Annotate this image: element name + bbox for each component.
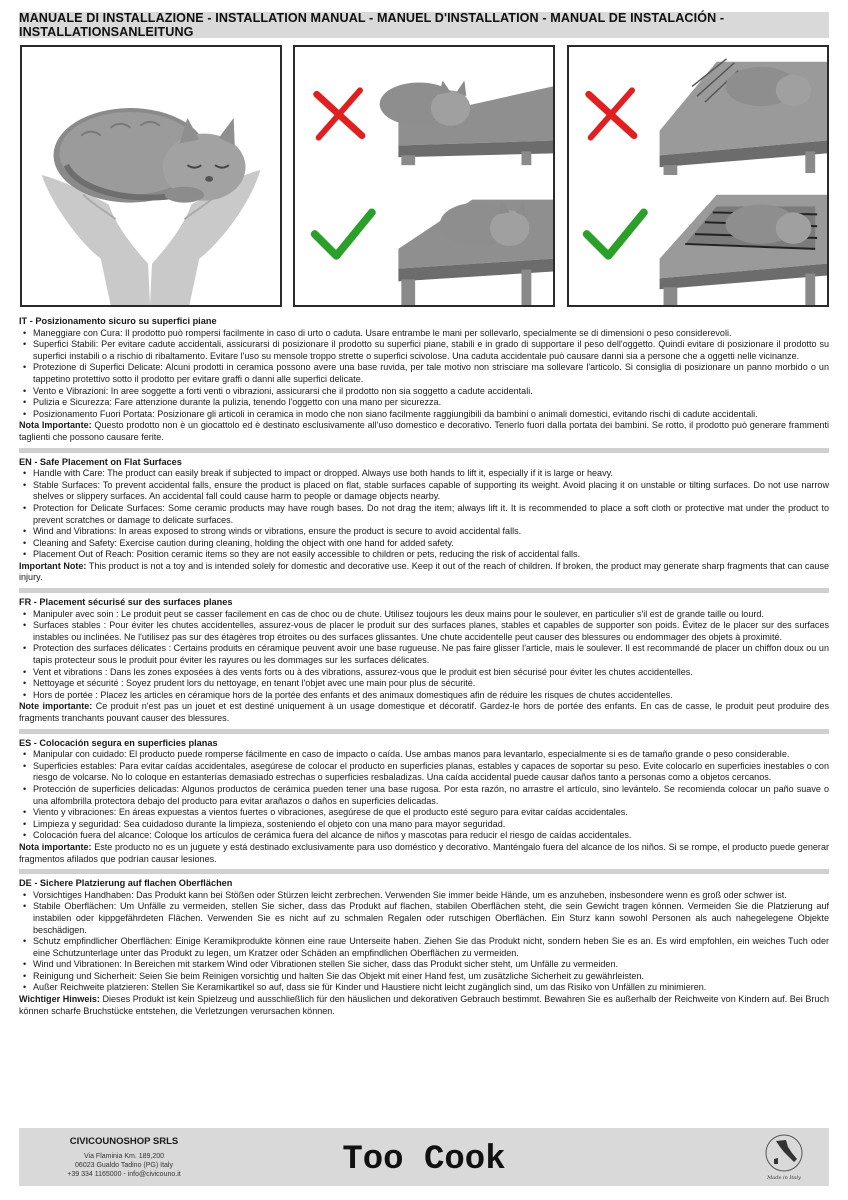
section-fr — [19, 597, 829, 725]
divider — [19, 448, 829, 453]
list-item: • Posizionamento Fuori Portata: Posizionare gli articoli in ceramica in modo che non siano facilmente raggiungibili da bambini o animali domestici, evitando rischi di cadute accidentali. — [19, 409, 829, 421]
list-item: • Schutz empfindlicher Oberflächen: Einige Keramikprodukte können eine raue Unterseite haben. Ziehen Sie das Produkt nicht, sondern heben Sie es an. Es wird empfohlen, ein weiches Tuch oder eine Schutzunterlage unter das Produkt zu legen, um Kratzer oder Schäden an empfindlichen Oberflächen zu vermeiden. — [19, 936, 829, 959]
important-note — [19, 842, 829, 865]
divider — [19, 588, 829, 593]
illustration-handle-with-care — [20, 45, 282, 307]
list-item: • Vorsichtiges Handhaben: Das Produkt kann bei Stößen oder Stürzen leicht zerbrechen. Verwenden Sie immer beide Hände, um es anzuheben, insbesondere wenn es groß oder schwer ist. — [19, 890, 829, 902]
note-label: Note importante: — [19, 701, 93, 712]
important-note — [19, 701, 829, 724]
important-note — [19, 420, 829, 443]
section-es — [19, 738, 829, 866]
important-note — [19, 561, 829, 584]
list-item: • Wind and Vibrations: In areas exposed to strong winds or vibrations, ensure the product is secure to avoid accidental falls. — [19, 526, 829, 538]
note-text: Ce produit n'est pas un jouet et est destiné uniquement à un usage domestique et décoratif. Gardez-le hors de portée des enfants. En cas de casse, le produit peut produire des fragments tranchants pouvant causer des blessures. — [19, 701, 829, 723]
section-title: FR - Placement sécurisé sur des surfaces planes — [19, 597, 233, 608]
company-address — [19, 1152, 229, 1179]
list-item: • Wind und Vibrationen: In Bereichen mit starkem Wind oder Vibrationen stellen Sie sicher, dass das Produkt sicher steht, um Unfälle zu vermeiden. — [19, 959, 829, 971]
illustration-stable-surface — [293, 45, 555, 307]
red-cross-icon — [589, 90, 634, 137]
brand-text: Too Cook — [342, 1141, 506, 1176]
list-item: • Superfici Stabili: Per evitare cadute accidentali, assicurarsi di posizionare il prodotto su superfici piane, stabili e in grado di supportare il peso dell'oggetto. Quindi evitare di posizionare il prodotto su superfici instabili o a rischio di ribaltamento. Evitare l'uso su mensole troppo strette o superfici scivolose. Una caduta accidentale può causare danni sia a persone che a oggetti nelle vicinanze. — [19, 339, 829, 362]
list-item: • Stable Surfaces: To prevent accidental falls, ensure the product is placed on flat, stable surfaces capable of supporting its weight. Avoid placing it on unstable or tilting surfaces. Do not use narrow shelves or slippery surfaces. An accidental fall could cause harm to people or damage objects nearby. — [19, 480, 829, 503]
list-item: • Cleaning and Safety: Exercise caution during cleaning, holding the object with one hand for added safety. — [19, 538, 829, 550]
brand-logo — [339, 1134, 509, 1176]
section-title: ES - Colocación segura en superficies planas — [19, 737, 218, 748]
list-item: • Limpieza y seguridad: Sea cuidadoso durante la limpieza, sosteniendo el objeto con una mano para mayor seguridad. — [19, 819, 829, 831]
address-line: Via Flaminia Km. 189,200 — [83, 1153, 165, 1160]
company-name: CIVICOUNOSHOP SRLS — [69, 1136, 179, 1147]
green-check-icon — [587, 212, 644, 255]
note-text: This product is not a toy and is intended solely for domestic and decorative use. Keep it out of the reach of children. If broken, the product may generate sharp fragments that can cause injury. — [19, 560, 830, 583]
list-item: • Vento e Vibrazioni: In aree soggette a forti venti o vibrazioni, assicurarsi che il prodotto non sia soggetto a cadute accidentali. — [19, 386, 829, 398]
list-item: • Nettoyage et sécurité : Soyez prudent lors du nettoyage, en tenant l'objet avec une main pour plus de sécurité. — [19, 678, 829, 690]
section-en — [19, 457, 829, 585]
list-item: • Placement Out of Reach: Position ceramic items so they are not easily accessible to children or pets, reducing the risk of accidental falls. — [19, 549, 829, 561]
list-item: • Manipular con cuidado: El producto puede romperse fácilmente en caso de impacto o caída. Use ambas manos para levantarlo, especialmente si es de tamaño grande o peso considerable. — [19, 749, 829, 761]
footer — [19, 1128, 829, 1186]
manual-title-bar — [19, 12, 829, 38]
list-item: • Reinigung und Sicherheit: Seien Sie beim Reinigen vorsichtig und halten Sie das Objekt mit einer Hand fest, um zusätzliche Sicherheit zu gewährleisten. — [19, 971, 829, 983]
list-item: • Viento y vibraciones: En áreas expuestas a vientos fuertes o vibraciones, asegúrese de que el producto esté seguro para evitar caídas accidentales. — [19, 807, 829, 819]
list-item: • Surfaces stables : Pour éviter les chutes accidentelles, assurez-vous de placer le produit sur des surfaces planes, stables et capables de supporter son poids. Évitez de le placer sur des surfaces instables ou inclinées. Ne l'utilisez pas sur des étagères trop étroites ou des surfaces glissantes. Une chute accidentelle peut causer des blessures ou endommager des objets à proximité. — [19, 620, 829, 643]
list-item: • Hors de portée : Placez les articles en céramique hors de la portée des enfants et des animaux domestiques afin de réduire les risques de chutes accidentelles. — [19, 690, 829, 702]
green-check-icon — [315, 212, 372, 255]
list-item: • Protección de superficies delicadas: Algunos productos de cerámica pueden tener una base rugosa. Por esta razón, no arrastre el artículo, sino levántelo. Se recomienda colocar un paño suave o una alfombrilla protectora debajo del producto para evitar arañazos o daños en superficies delicadas. — [19, 784, 829, 807]
list-item: • Außer Reichweite platzieren: Stellen Sie Keramikartikel so auf, dass sie für Kinder und Haustiere nicht leicht zugänglich sind, um das Risiko von Unfällen zu minimieren. — [19, 982, 829, 994]
section-de — [19, 878, 829, 1017]
section-title: EN - Safe Placement on Flat Surfaces — [19, 456, 182, 467]
note-label: Nota Importante: — [19, 420, 92, 431]
list-item: • Stabile Oberflächen: Um Unfälle zu vermeiden, stellen Sie sicher, dass das Produkt auf flachen, stabilen Oberflächen steht, die sein Gewicht tragen können. Vermeiden Sie die Platzierung auf instabilen oder kippgefährdeten Flächen. Verwenden Sie es nicht auf zu schmalen Regalen oder rutschigen Oberflächen. Ein Sturz kann sowohl Personen als auch nahegelegene Objekte beschädigen. — [19, 901, 829, 936]
manual-title: MANUALE DI INSTALLAZIONE - INSTALLATION MANUAL - MANUEL D'INSTALLATION - MANUAL DE INSTALACIÓN - INSTALLATIONSANLEITUNG — [19, 11, 725, 39]
list-item: • Protection des surfaces délicates : Certains produits en céramique peuvent avoir une base rugueuse. Ne pas faire glisser l'article, mais le soulever. Il est recommandé de placer un chiffon doux ou un tapis protecteur sous le produit pour éviter les rayures ou les dommages sur les surfaces délicates. — [19, 643, 829, 666]
section-title: IT - Posizionamento sicuro su superfici piane — [19, 316, 217, 326]
list-item: • Manipuler avec soin : Le produit peut se casser facilement en cas de choc ou de chute. Utilisez toujours les deux mains pour le soulever, en particulier s'il est de grande taille ou lourd. — [19, 609, 829, 621]
made-in-italy-text: Made in Italy — [767, 1175, 801, 1181]
list-item: • Vent et vibrations : Dans les zones exposées à des vents forts ou à des vibrations, assurez-vous que le produit est bien sécurisé pour éviter les chutes accidentelles. — [19, 667, 829, 679]
list-item: • Protezione di Superfici Delicate: Alcuni prodotti in ceramica possono avere una base ruvida, per tale motivo non strisciare ma sollevare l'articolo. Si consiglia di posizionare un panno morbido o un tappetino protettivo sotto il prodotto per evitare graffi o danni alle superfici delicate. — [19, 362, 829, 385]
hands-holding-cat-figurine — [22, 47, 280, 305]
note-text: Dieses Produkt ist kein Spielzeug und ausschließlich für den häuslichen und dekorativen Gebrauch bestimmt. Bewahren Sie es außerhalb der Reichweite von Kindern auf. Bei Bruch können scharfe Bruchstücke entstehen, die Verletzungen verursachen können. — [19, 994, 829, 1016]
divider — [19, 729, 829, 734]
important-note — [19, 994, 829, 1017]
note-label: Nota importante: — [19, 841, 92, 852]
list-item: • Handle with Care: The product can easily break if subjected to impact or dropped. Always use both hands to lift it, especially if it is large or heavy. — [19, 468, 829, 480]
note-text: Este producto no es un juguete y está destinado exclusivamente para uso doméstico y decorativo. Manténgalo fuera del alcance de los niños. Si se rompe, el producto puede generar fragmentos afilados que podrían causar lesiones. — [19, 841, 829, 864]
note-text: Questo prodotto non è un giocattolo ed è destinato esclusivamente all'uso domestico e decorativo. Tenerlo fuori dalla portata dei bambini. Se rotto, il prodotto può generare frammenti taglienti che possono causare ferite. — [19, 420, 829, 442]
list-item: • Superficies estables: Para evitar caídas accidentales, asegúrese de colocar el producto en superficies planas, estables y capaces de soportar su peso. Evite colocarlo en superficies inestables o con riesgo de volcarse. No lo coloque en estanterías demasiado estrechas o superficies resbaladizas. Una caída accidental puede causar daños tanto a personas como a objetos cercanos. — [19, 761, 829, 784]
note-label: Important Note: — [19, 560, 87, 571]
section-it — [19, 316, 829, 444]
list-item: • Maneggiare con Cura: Il prodotto può rompersi facilmente in caso di urto o caduta. Usare entrambe le mani per sollevarlo, specialmente se di dimensioni o peso considerevoli. — [19, 328, 829, 340]
list-item: • Protection for Delicate Surfaces: Some ceramic products may have rough bases. Do not drag the item; always lift it. It is recommended to place a soft cloth or protective mat under the product to prevent scratches or damage to delicate surfaces. — [19, 503, 829, 526]
red-cross-icon — [317, 90, 362, 137]
list-item: • Colocación fuera del alcance: Coloque los artículos de cerámica fuera del alcance de niños y mascotas para reducir el riesgo de caídas accidentales. — [19, 830, 829, 842]
note-label: Wichtiger Hinweis: — [19, 994, 100, 1005]
italy-map-icon — [764, 1133, 804, 1181]
instructions — [19, 316, 829, 1017]
address-line: 06023 Gualdo Tadino (PG) Italy — [75, 1162, 173, 1169]
divider — [19, 869, 829, 874]
contact-line: +39 334 1165000 - info@civicouno.it — [67, 1171, 181, 1178]
section-title: DE - Sichere Platzierung auf flachen Oberflächen — [19, 878, 233, 889]
list-item: • Pulizia e Sicurezza: Fare attenzione durante la pulizia, tenendo l'oggetto con una mano per sicurezza. — [19, 397, 829, 409]
illustration-protect-surface — [567, 45, 829, 307]
